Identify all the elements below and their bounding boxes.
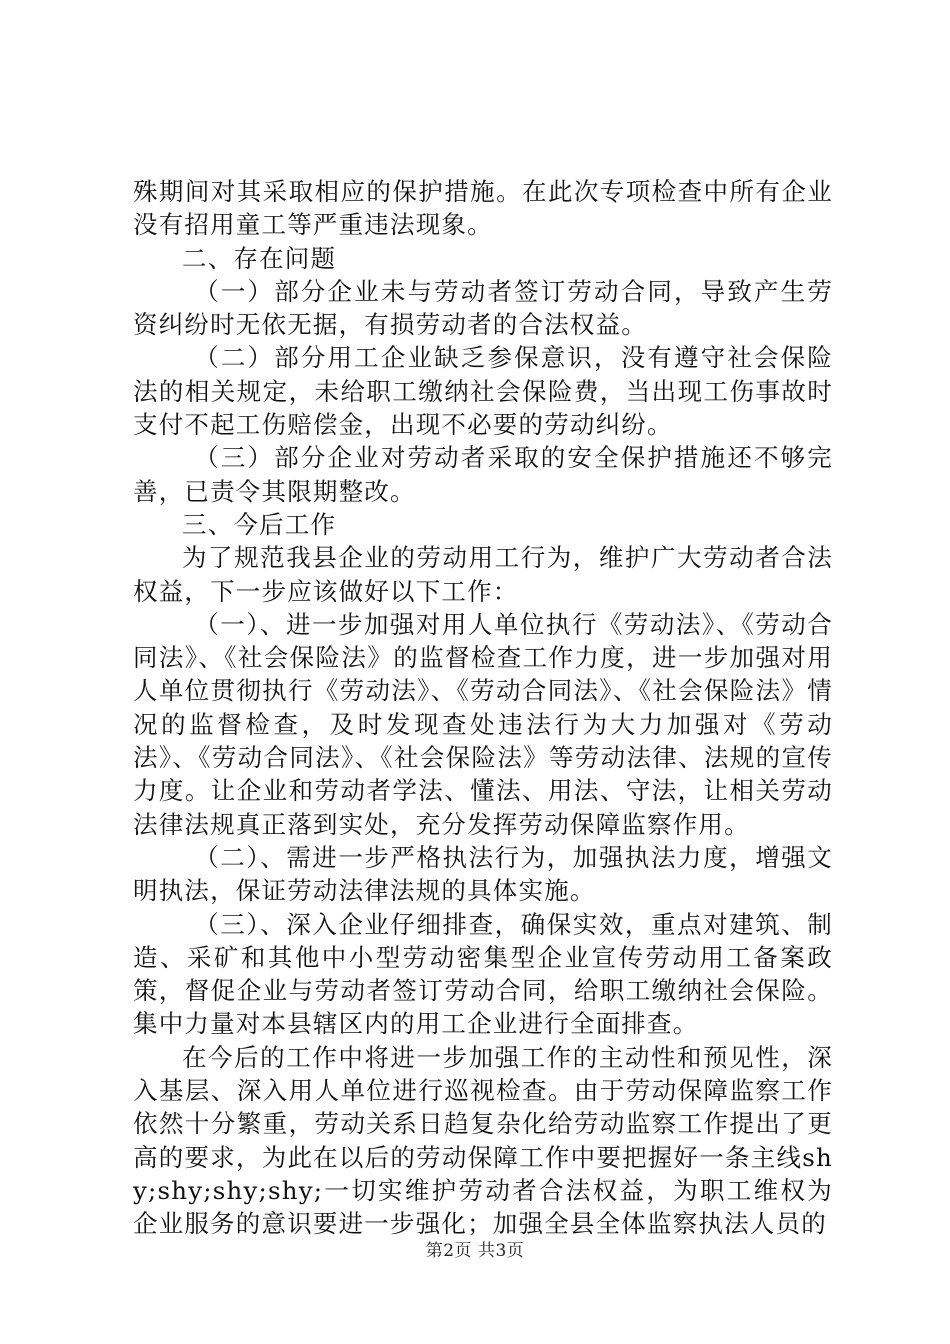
future-work-intro: 为了规范我县企业的劳动用工行为，维护广大劳动者合法权益，下一步应该做好以下工作： [133,543,833,606]
page-number-footer: 第2页 共3页 [425,1241,525,1261]
problem-item-3: （三）部分企业对劳动者采取的安全保护措施还不够完善，已责令其限期整改。 [133,443,833,506]
closing-paragraph: 在今后的工作中将进一步加强工作的主动性和预见性，深入基层、深入用人单位进行巡视检查。由于劳动保障监察工作依然十分繁重，劳动关系日趋复杂化给劳动监察工作提出了更高的要求，为此在以后的劳动保障工作中要把握好一条主线shy;shy;shy;shy;一切实维护劳动者合法权益，为职工维权为企业服务的意识要进一步强化；加强全县全体监察执法人员的 [133,1042,833,1239]
problem-item-1: （一）部分企业未与劳动者签订劳动合同，导致产生劳资纠纷时无依无据，有损劳动者的合法权益。 [133,276,833,340]
problem-item-2: （二）部分用工企业缺乏参保意识，没有遵守社会保险法的相关规定，未给职工缴纳社会保险费，当出现工伤事故时支付不起工伤赔偿金，出现不必要的劳动纠纷。 [133,343,833,440]
future-work-item-2: （二）、需进一步严格执法行为，加强执法力度，增强文明执法，保证劳动法律法规的具体实施。 [133,842,833,906]
future-work-item-1: （一）、进一步加强对用人单位执行《劳动法》、《劳动合同法》、《社会保险法》的监督检查工作力度，进一步加强对用人单位贯彻执行《劳动法》、《劳动合同法》、《社会保险法》情况的监督检查，及时发现查处违法行为大力加强对《劳动法》、《劳动合同法》、《社会保险法》等劳动法律、法规的宣传力度。让企业和劳动者学法、懂法、用法、守法，让相关劳动法律法规真正落到实处，充分发挥劳动保障监察作用。 [133,609,833,839]
document-body [133,175,833,1241]
paragraph-continuation: 殊期间对其采取相应的保护措施。在此次专项检查中所有企业没有招用童工等严重违法现象。 [133,177,833,240]
section-heading-problems: 二、存在问题 [182,243,337,273]
section-heading-future-work: 三、今后工作 [182,509,337,539]
future-work-item-3: （三）、深入企业仔细排查，确保实效，重点对建筑、制造、采矿和其他中小型劳动密集型企业宣传劳动用工备案政策，督促企业与劳动者签订劳动合同，给职工缴纳社会保险。集中力量对本县辖区内的用工企业进行全面排查。 [133,909,833,1039]
